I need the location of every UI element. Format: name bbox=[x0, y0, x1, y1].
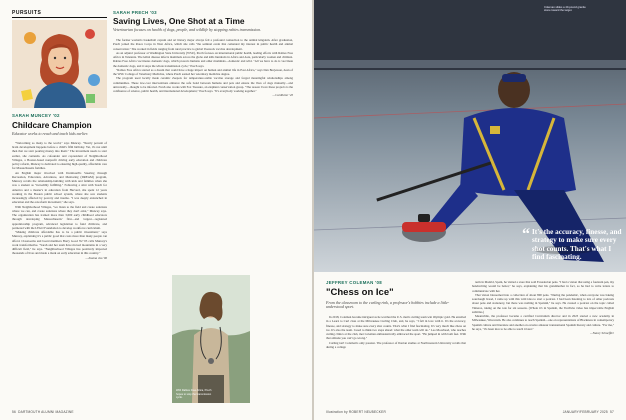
prech-caption: With Rabies Free Africa, Prech hopes to stop the transmission cycle. bbox=[176, 389, 212, 399]
curler-caption: Coleman slides a 40-pound granite stone toward the target. bbox=[544, 6, 586, 13]
body-coleman-right bbox=[472, 280, 614, 331]
paragraph: An English major involved with Dartmouth's Steering through Recreation, Education, Adventure, and Mentoring (DREAM) program, Muncey recalls the relationship-building with kids and families when she was a student as "incredibly fulfilling." Following a stint with Teach for America and a master's in education from Harvard, she spent 12 years working in the Boston public school system, where she saw students increasingly affected by poverty and trauma. "I was deeply entrenched in education and the ed-reform movement," she says. bbox=[12, 170, 107, 205]
paragraph: "Rabies Free Africa started as a dream that could have a huge impact on human and animal life in East Africa," says Dan Borjesson, dean of the WSU College of Veterinary Medicine, where Prech earned her veterinary medicine degree. bbox=[113, 67, 293, 77]
paragraph: term in Madrid, Spain, he visited a store that sold Ecuadorian pens. "I had a vision that using a fountain pen, my handwriting would be better," he says, explaining that his grandmother in fact, so he had to write letters to communicate with her. bbox=[472, 280, 614, 293]
article-coleman bbox=[326, 280, 466, 349]
right-page bbox=[314, 0, 626, 420]
body-muncey bbox=[12, 141, 107, 256]
headline-prech: Saving Lives, One Shot at a Time bbox=[113, 16, 245, 26]
section-label: PURSUITS bbox=[12, 10, 42, 16]
body-prech bbox=[113, 38, 293, 93]
paragraph: Curling isn't Coleman's only passion. The professor of Iberian studies at Northwestern University recalls that during a college bbox=[326, 340, 466, 349]
paragraph: The former woman's basketball captain and art history major always felt a profound connection to the animal kingdom. After graduation, Prech joined the Peace Corps in West Africa, which she calls "the seminal event that cemented my interest in public health and animal conservation." She worked in fields ranging from rural practice to global livestock vaccine development. bbox=[113, 38, 293, 51]
pullquote-block bbox=[522, 226, 624, 262]
paragraph: "Making childcare affordable has to be a public investment," says Muncey, explaining it's a public good that costs more than many people can afford. Classrooms and board members Barry Good '02 '03 calls Muncey's work transformative. "Sarah and her team have moved mountains in a very difficult field," he says. "Neighborhood Villages has positively impacted thousands of lives and made a mark on early education in this country." bbox=[12, 230, 107, 256]
article-prech bbox=[113, 10, 303, 97]
section-rule bbox=[12, 17, 107, 18]
folio-credit: Illustration by ROBERT NEUBECKER bbox=[326, 410, 386, 414]
dek-muncey: Educator works to reach and teach kids earlier. bbox=[12, 131, 89, 136]
byline-coleman: JEFFREY COLEMAN '08 bbox=[326, 280, 382, 285]
paragraph: That vision blossomed into a collection of about 800 pens. "During the pandemic, when everyone was baking sourdough bread, I came up with this wild idea to start a podcast. I had been listening to lots of other podcasts about pens and stationery, but there was nothing in Spanish," he says. He created a podcast on the topic called Tinteros, taking on the role for six seasons. (Whole it's in Spanish, the YouTube video has impeccable English subtitles.) bbox=[472, 292, 614, 314]
paragraph: "Welcoming so many to the world," says Muncey. "Nearly percent of brain development happens before a child's fifth birthday. Yet, it's not until then that we start pouring money into them." The investment needs to start earlier, she contends. As cofounder and copresident of Neighborhood Villages, a Boston-based nonprofit driving early education and childcare policy reform, Muncey is dedicated to ensuring high-quality, affordable care for Massachusetts families. bbox=[12, 140, 107, 171]
paragraph: As an adjunct professor at Washington State University (WSU), Prech focuses on international public health, leading efforts with Rabies Free Africa in Tanzania. The lethal disease infects mammals across the globe and kills hundreds in Africa and Asia, particularly women and children. Rabies Free Africa vaccinates domestic dogs, which protects humans and other mammals—domestic and wild. "All we have to do is vaccinate the domestic dogs, and it stops the whole transmission cycle," Prech says. bbox=[113, 50, 293, 68]
curler-caption-box bbox=[544, 6, 586, 32]
signature-prech: —Cat Ricker '20 bbox=[272, 93, 293, 98]
portrait-illustration-icon bbox=[12, 20, 107, 108]
folio-title: DARTMOUTH ALUMNI MAGAZINE bbox=[18, 410, 74, 414]
dek-prech: Veterinarian focuses on health of dogs, people, and wildlife by stopping rabies transmission. bbox=[113, 27, 262, 33]
stethoscope-photo-icon bbox=[172, 275, 250, 403]
folio-right bbox=[563, 410, 614, 414]
byline-prech: SARAH PRECH '03 bbox=[113, 10, 157, 15]
headline-coleman: "Chess on Ice" bbox=[326, 287, 394, 298]
headline-muncey: Childcare Champion bbox=[12, 121, 92, 130]
article-muncey bbox=[12, 113, 107, 260]
quote-mark-icon: “ bbox=[522, 226, 530, 243]
pullquote: It's the accuracy, finesse, and strategy to make sure every shot counts. That's what I find fascinating. bbox=[532, 228, 622, 262]
article-coleman-continued bbox=[472, 280, 614, 335]
signature-muncey: —Joanna Jao '06 bbox=[85, 255, 107, 260]
dek-coleman: From the classroom to the curling rink, a professor's hobbies include a little-understood sport. bbox=[326, 299, 450, 310]
signature-coleman: —Nancy Schoeffler bbox=[590, 331, 614, 335]
paragraph: Meanwhile, the professor became a certified Curriculum director and in 2023 started a new academy in Milwaukee, Wisconsin. He also continues to teach Spanish—one on representations of Blackness in contemporary Spanish culture and literature and another on evasive amateur transnational Spanish literary and culture. "For me," he says, "it's been nice to be able to teach it later." bbox=[472, 314, 614, 331]
folio-number: 57 bbox=[610, 410, 614, 414]
curling-photo bbox=[314, 0, 626, 272]
muncey-illustration bbox=[12, 20, 107, 108]
prech-photo bbox=[172, 275, 250, 403]
paragraph: The program used locally made ceramic Zeepots for temperature-stable vaccine storage and forged meaningful relationships among communities. These low-cost interventions enhance the safe bond between humans and pets and ensure the lives of dogs mutually—and universally—thought to be infected. Fresh also works with Fox Treasure, an elephant conservation group. "The reason I love these projects is the confluence of science, public health, and international development," Prech says. "It's everybody working together." bbox=[113, 76, 293, 94]
folio-date: JANUARY/FEBRUARY 2025 bbox=[562, 410, 608, 414]
folio-number: 56 bbox=[12, 410, 16, 414]
folio-left bbox=[12, 410, 74, 414]
paragraph: In 2018, Coleman became intrigued as he watched the U.S. men's curling team win Olympic gold. He enrolled in a Learn to Curl class at the Milwaukee Curling Club, and, he says, "I fell in love with it. It's the accuracy, finesse, and strategy to make sure every shot counts. That's what I find fascinating. It's very much like chess on ice. It's also the team. I used to think two steps ahead: what the other team will do." Leo Moorhead, who teaches curling clinics at the club, met Coleman enthusiastically embraced the sport. "He jumped in with both feet. With that attitude you can't go wrong." bbox=[326, 315, 466, 341]
curling-stone-icon bbox=[418, 214, 430, 222]
byline-muncey: SARAH MUNCEY '02 bbox=[12, 113, 60, 118]
body-coleman-left bbox=[326, 315, 466, 349]
left-page bbox=[0, 0, 312, 420]
paragraph: With Neighborhood Villages, "we listen to the field and create solutions where we can, and create solutions where they don't exist," Muncey says. The organization has trained more than 3,000 early childhood educators through developing Massachusetts' first—and largest—registered apprenticeship program, advanced legislation to fund childcare, and partnered with the LEGO Foundation to develop workforce curriculum. bbox=[12, 204, 107, 230]
